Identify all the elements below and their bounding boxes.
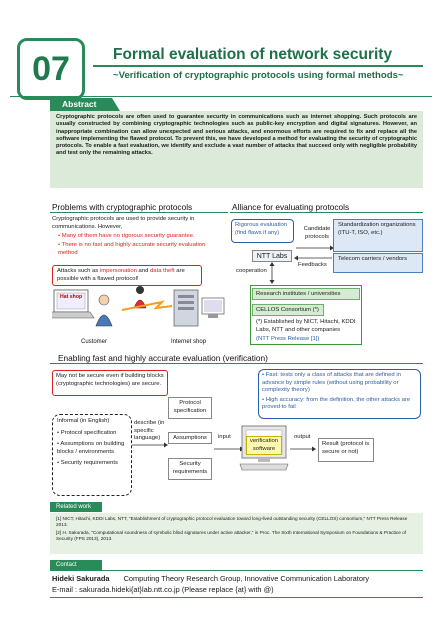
formal-security-req-box: Security requirements — [168, 458, 212, 480]
reference-2: [2] H. Sakurada, "Computational soundness of symbolic blind signatures under active attacker," in Proc. The Sixth International Symposium on Foundations & Practice of Security (FPS 2013), 2013. — [56, 529, 407, 541]
attack-text: Attacks such as impersonation and data theft are possible with a flawed protocol! — [57, 268, 185, 282]
formal-protocol-spec-box: Protocol specification — [168, 397, 212, 419]
informal-item-3: • Security requirements — [57, 460, 118, 466]
alliance-title: Alliance for evaluating protocols — [232, 202, 350, 212]
abstract-label: Abstract — [50, 98, 112, 111]
input-label: input — [218, 434, 231, 440]
contact-label: Contact — [50, 560, 102, 570]
not-secure-callout: May not be secure even if building blocks (cryptographic technologies) are secure. — [52, 370, 168, 396]
feedbacks-label: Feedbacks — [298, 262, 327, 268]
contact-rule-top — [50, 570, 423, 571]
fast-accurate-callout — [258, 369, 421, 419]
alliance-title-rule — [230, 212, 423, 213]
attack-callout — [52, 265, 202, 286]
telecom-box: Telecom carriers / vendors — [333, 253, 423, 273]
related-work-box — [50, 513, 423, 554]
output-label: output — [294, 434, 311, 440]
cooperation-label: cooperation — [236, 268, 267, 274]
page-subtitle: ~Verification of cryptographic protocols using formal methods~ — [113, 70, 404, 81]
reference-1: [1] NICT, Hitachi, KDDI Labs, NTT, "Establishment of cryptographic protocol evaluation toward long-lived outstanding security (CELLOS) consortium," NTT Press Release 2013. — [56, 516, 408, 528]
describe-arrow — [132, 440, 168, 450]
result-box: Result (protocol is secure or not) — [318, 438, 374, 462]
press-release-link[interactable]: (NTT Press Release [1]) — [256, 336, 320, 342]
problems-bullet-2: • There is no fast and highly accurate security evaluation method — [58, 242, 206, 256]
hat-shop-label: Hat shop — [60, 294, 83, 300]
verification-title-rule — [50, 363, 423, 364]
contact-rule-bottom — [50, 597, 423, 598]
problems-title-rule — [50, 212, 228, 213]
output-arrow — [290, 444, 316, 454]
cooperation-arrow — [268, 262, 276, 284]
informal-spec-box — [52, 414, 132, 496]
verification-title: Enabling fast and highly accurate evaluation (verification) — [58, 353, 268, 363]
standardization-box: Standardization organizations (ITU-T, ISO, etc.) — [333, 219, 423, 252]
title-divider — [93, 65, 423, 67]
customer-label: Customer — [81, 339, 108, 345]
page-title: Formal evaluation of network security — [113, 46, 393, 63]
research-institutes-box: Research institutes / universities — [252, 288, 360, 300]
contact-line — [52, 574, 369, 583]
verification-software-label: verification software — [246, 436, 282, 455]
fast-point: • Fast: tests only a class of attacks that are defined in advance by simple rules (without using probability or complexity theory) — [262, 372, 401, 393]
informal-item-1: • Protocol specification — [57, 429, 117, 436]
problems-intro: Cryptographic protocols are used to provide security in communications. However, — [52, 216, 195, 230]
problems-title: Problems with cryptographic protocols — [52, 202, 193, 212]
cellos-note: (*) Established by NICT, Hitachi, KDDI Labs, NTT and other companies — [256, 319, 356, 333]
informal-label: Informal (in English) — [57, 418, 110, 424]
contact-group: Computing Theory Research Group, Innovative Communication Laboratory — [123, 574, 370, 583]
internet-shop-label: Internet shop — [171, 339, 207, 345]
rigorous-evaluation-box: Rigorous evaluation (find flaws if any) — [231, 219, 294, 243]
section-number-badge: 07 — [17, 38, 85, 100]
describe-label: describe (in specific language) — [134, 420, 165, 441]
cellos-box: CELLOS Consortium (*) — [252, 304, 324, 316]
candidate-protocols-label: Candidate protocols — [303, 226, 331, 240]
accuracy-point: • High accuracy: from the definition, the other attacks are proved to fail — [262, 396, 411, 410]
ntt-labs-box: NTT Labs — [252, 250, 292, 262]
contact-name: Hideki Sakurada — [52, 574, 110, 583]
abstract-text: Cryptographic protocols are often used to guarantee security in communications such as internet shopping. Such protocols are usually constructed by combining cryptographic technologies such as public-key encryption and digital signatures. However, an inappropriate combination can allow unexpected and serious attacks, and enormous efforts are required to fix and replace all the software implementing the flawed protocol. To prevent this, we have developed a method for evaluating the security of cryptographic protocols. To enable a fast evaluation, we identify and exclude a vast number of attacks that succeed only with negligible probability and test only the remaining attacks. — [50, 111, 423, 188]
contact-email[interactable]: E-mail : sakurada.hideki{at}lab.ntt.co.jp (Please replace {at} with @) — [52, 585, 274, 594]
informal-item-2: • Assumptions on building blocks / environments — [57, 441, 125, 455]
problems-bullet-1: • Many of them have no rigorous security guarantee. — [58, 233, 195, 239]
header-divider — [10, 96, 432, 97]
formal-assumptions-box: Assumptions — [168, 432, 212, 444]
related-work-label: Related work — [50, 502, 102, 512]
